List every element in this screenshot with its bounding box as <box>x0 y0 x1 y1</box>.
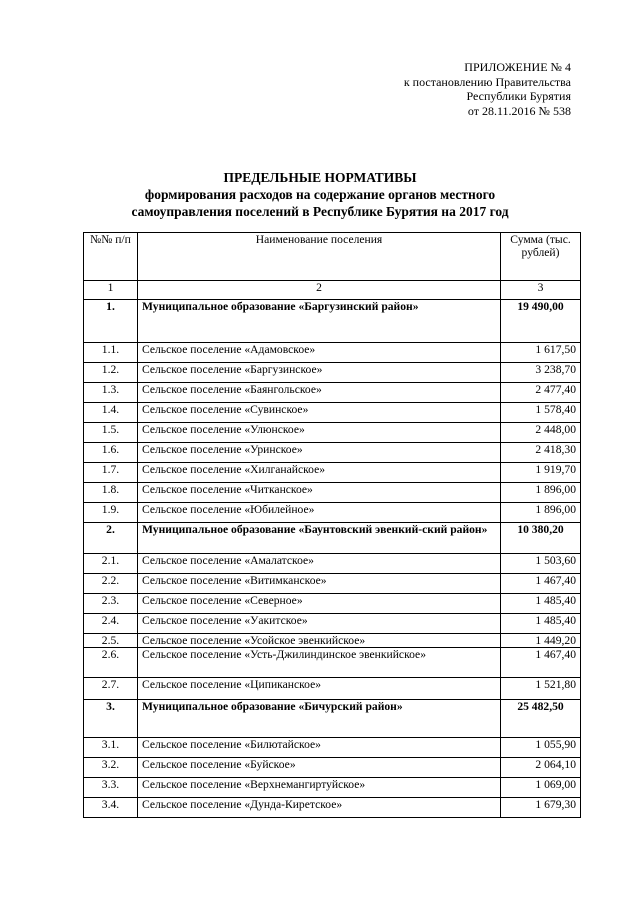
cell-number: 2.7. <box>84 678 138 700</box>
table-body <box>84 300 581 818</box>
cell-amount: 1 449,20 <box>501 634 581 648</box>
appendix-block <box>300 60 571 118</box>
table-row <box>84 523 581 554</box>
cell-settlement-name: Сельское поселение «Баргузинское» <box>138 363 501 383</box>
cell-number: 1.2. <box>84 363 138 383</box>
cell-settlement-name: Сельское поселение «Амалатское» <box>138 554 501 574</box>
cell-number: 2.1. <box>84 554 138 574</box>
cell-amount: 1 617,50 <box>501 343 581 363</box>
cell-settlement-name: Муниципальное образование «Бичурский район» <box>138 700 501 738</box>
cell-amount: 1 055,90 <box>501 738 581 758</box>
cell-amount: 1 485,40 <box>501 614 581 634</box>
cell-amount: 2 477,40 <box>501 383 581 403</box>
table-row <box>84 554 581 574</box>
cell-settlement-name: Сельское поселение «Буйское» <box>138 758 501 778</box>
cell-settlement-name: Муниципальное образование «Баунтовский эвенкий-ский район» <box>138 523 501 554</box>
appendix-reference: к постановлению Правительства <box>403 74 571 89</box>
cell-settlement-name: Сельское поселение «Верхнемангиртуйское» <box>138 778 501 798</box>
cell-number: 1.9. <box>84 503 138 523</box>
table-row <box>84 423 581 443</box>
appendix-republic: Республики Бурятия <box>466 89 571 103</box>
table-row <box>84 614 581 634</box>
cell-settlement-name: Сельское поселение «Ципиканское» <box>138 678 501 700</box>
cell-amount: 1 896,00 <box>501 483 581 503</box>
table-row <box>84 574 581 594</box>
cell-amount: 1 069,00 <box>501 778 581 798</box>
table-row <box>84 403 581 423</box>
header-name: Наименование поселения <box>138 233 501 281</box>
cell-settlement-name: Сельское поселение «Дунда-Киретское» <box>138 798 501 818</box>
cell-amount: 1 485,40 <box>501 594 581 614</box>
table-row <box>84 363 581 383</box>
cell-number: 1.1. <box>84 343 138 363</box>
cell-settlement-name: Сельское поселение «Юбилейное» <box>138 503 501 523</box>
cell-settlement-name: Сельское поселение «Билютайское» <box>138 738 501 758</box>
cell-amount: 1 467,40 <box>501 648 581 678</box>
cell-settlement-name: Сельское поселение «Баянгольское» <box>138 383 501 403</box>
cell-number: 1.4. <box>84 403 138 423</box>
header-num: №№ п/п <box>84 233 138 281</box>
cell-number: 2.4. <box>84 614 138 634</box>
table-row <box>84 383 581 403</box>
cell-settlement-name: Сельское поселение «Уринское» <box>138 443 501 463</box>
title-line-3: самоуправления поселений в Республике Бурятия на 2017 год <box>131 204 509 219</box>
cell-number: 2. <box>84 523 138 554</box>
header-sum: Сумма (тыс. рублей) <box>501 233 581 281</box>
table-row <box>84 648 581 678</box>
column-number: 2 <box>138 281 501 300</box>
cell-number: 1.6. <box>84 443 138 463</box>
title-line-2: формирования расходов на содержание органов местного <box>144 187 496 202</box>
cell-number: 2.5. <box>84 634 138 648</box>
cell-amount: 10 380,20 <box>501 523 581 554</box>
cell-number: 1.7. <box>84 463 138 483</box>
cell-settlement-name: Сельское поселение «Хилганайское» <box>138 463 501 483</box>
table-row <box>84 778 581 798</box>
appendix-number: ПРИЛОЖЕНИЕ № 4 <box>464 60 571 74</box>
title-line-1: ПРЕДЕЛЬНЫЕ НОРМАТИВЫ <box>223 170 417 185</box>
table-row <box>84 594 581 614</box>
cell-number: 2.3. <box>84 594 138 614</box>
norms-table <box>83 232 581 818</box>
cell-amount: 2 448,00 <box>501 423 581 443</box>
document-title <box>60 169 580 220</box>
cell-number: 2.6. <box>84 648 138 678</box>
cell-settlement-name: Муниципальное образование «Баргузинский район» <box>138 300 501 343</box>
cell-amount: 2 418,30 <box>501 443 581 463</box>
cell-number: 2.2. <box>84 574 138 594</box>
cell-number: 3.3. <box>84 778 138 798</box>
column-number: 3 <box>501 281 581 300</box>
cell-settlement-name: Сельское поселение «Усть-Джилиндинское эвенкийское» <box>138 648 501 678</box>
cell-amount: 2 064,10 <box>501 758 581 778</box>
table-row <box>84 343 581 363</box>
cell-number: 1.8. <box>84 483 138 503</box>
table-row <box>84 443 581 463</box>
cell-number: 3.4. <box>84 798 138 818</box>
table-row <box>84 483 581 503</box>
table-row <box>84 300 581 343</box>
cell-amount: 25 482,50 <box>501 700 581 738</box>
cell-number: 1.5. <box>84 423 138 443</box>
table-row <box>84 634 581 648</box>
cell-settlement-name: Сельское поселение «Адамовское» <box>138 343 501 363</box>
cell-amount: 19 490,00 <box>501 300 581 343</box>
table-header-row <box>84 233 581 281</box>
cell-number: 3.2. <box>84 758 138 778</box>
cell-settlement-name: Сельское поселение «Читканское» <box>138 483 501 503</box>
cell-settlement-name: Сельское поселение «Усойское эвенкийское» <box>138 634 501 648</box>
cell-number: 1. <box>84 300 138 343</box>
column-number-row <box>84 281 581 300</box>
cell-amount: 1 896,00 <box>501 503 581 523</box>
cell-amount: 1 679,30 <box>501 798 581 818</box>
table-row <box>84 798 581 818</box>
cell-amount: 1 467,40 <box>501 574 581 594</box>
table-row <box>84 678 581 700</box>
appendix-date: от 28.11.2016 № 538 <box>467 103 571 118</box>
table-row <box>84 758 581 778</box>
cell-settlement-name: Сельское поселение «Сувинское» <box>138 403 501 423</box>
cell-amount: 1 578,40 <box>501 403 581 423</box>
cell-amount: 1 521,80 <box>501 678 581 700</box>
cell-settlement-name: Сельское поселение «Витимканское» <box>138 574 501 594</box>
cell-number: 3. <box>84 700 138 738</box>
table-row <box>84 738 581 758</box>
cell-number: 1.3. <box>84 383 138 403</box>
table-row <box>84 463 581 483</box>
table-row <box>84 700 581 738</box>
cell-amount: 1 919,70 <box>501 463 581 483</box>
cell-amount: 1 503,60 <box>501 554 581 574</box>
cell-settlement-name: Сельское поселение «Уакитское» <box>138 614 501 634</box>
cell-number: 3.1. <box>84 738 138 758</box>
cell-settlement-name: Сельское поселение «Северное» <box>138 594 501 614</box>
cell-settlement-name: Сельское поселение «Улюнское» <box>138 423 501 443</box>
table-row <box>84 503 581 523</box>
cell-amount: 3 238,70 <box>501 363 581 383</box>
column-number: 1 <box>84 281 138 300</box>
